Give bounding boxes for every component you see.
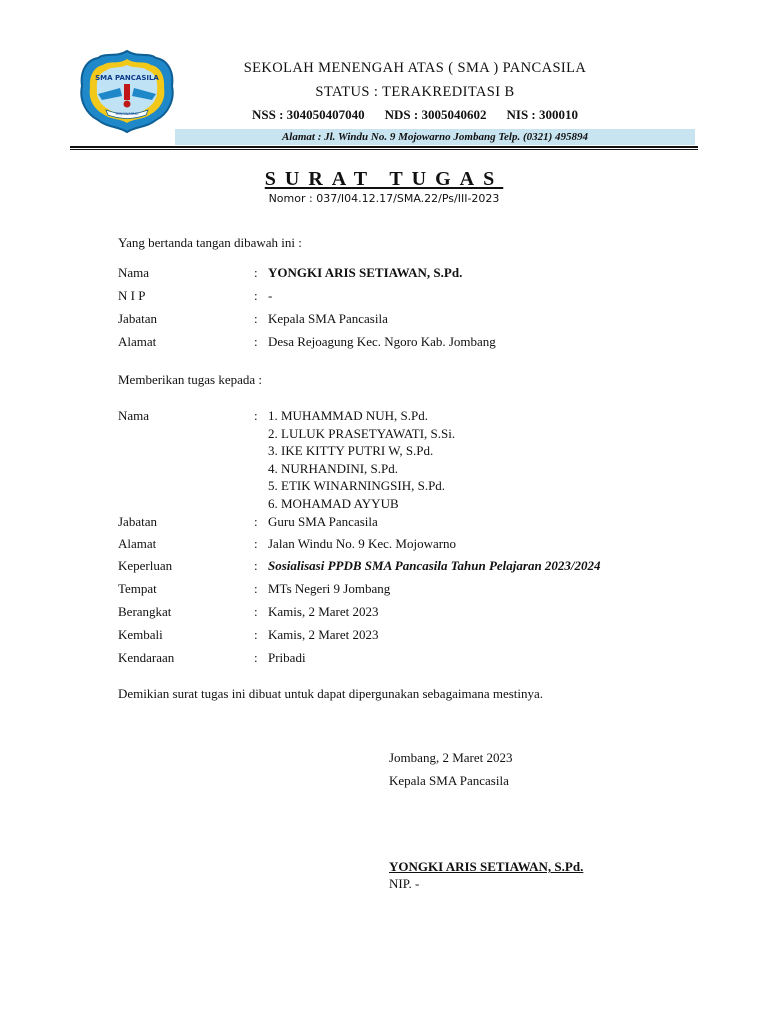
detail-value-jabatan: Guru SMA Pancasila: [268, 514, 378, 529]
detail-label-berangkat: Berangkat: [118, 604, 172, 619]
nis-code: NIS : 300010: [506, 107, 579, 122]
detail-value-tempat: MTs Negeri 9 Jombang: [268, 581, 391, 596]
colon: :: [254, 288, 258, 303]
assignee-names-label: Nama: [118, 408, 150, 423]
letter-title: SURAT TUGAS: [264, 168, 504, 190]
colon: :: [254, 265, 258, 280]
accreditation-status: STATUS : TERAKREDITASI B: [315, 84, 515, 100]
colon: :: [254, 311, 258, 326]
detail-value-kendaraan: Pribadi: [268, 650, 306, 665]
signature-position: Kepala SMA Pancasila: [389, 773, 509, 788]
colon: :: [254, 536, 258, 551]
closing-text: Demikian surat tugas ini dibuat untuk dapat dipergunakan sebagaimana mestinya.: [118, 686, 544, 701]
detail-value-alamat: Jalan Windu No. 9 Kec. Mojowarno: [268, 536, 457, 551]
signer-position-label: Jabatan: [118, 311, 157, 326]
signer-address-value: Desa Rejoagung Kec. Ngoro Kab. Jombang: [268, 334, 496, 349]
school-logo: [76, 48, 178, 134]
detail-label-kendaraan: Kendaraan: [118, 650, 175, 665]
signer-position-value: Kepala SMA Pancasila: [268, 311, 388, 326]
signature-nip: NIP. -: [389, 876, 420, 891]
assignee-name: 3. IKE KITTY PUTRI W, S.Pd.: [268, 443, 434, 458]
colon: :: [254, 408, 258, 423]
detail-label-tempat: Tempat: [118, 581, 157, 596]
intro-text: Yang bertanda tangan dibawah ini :: [118, 235, 302, 250]
address-band: Alamat : Jl. Windu No. 9 Mojowarno Jombang Telp. (0321) 495894: [175, 129, 695, 145]
colon: :: [254, 650, 258, 665]
signer-address-label: Alamat: [118, 334, 157, 349]
signature-place-date: Jombang, 2 Maret 2023: [389, 750, 513, 765]
detail-label-jabatan: Jabatan: [118, 514, 157, 529]
school-codes: [180, 107, 650, 123]
detail-value-kembali: Kamis, 2 Maret 2023: [268, 627, 379, 642]
signature-name: YONGKI ARIS SETIAWAN, S.Pd.: [389, 859, 584, 874]
colon: :: [254, 604, 258, 619]
detail-value-keperluan: Sosialisasi PPDB SMA Pancasila Tahun Pelajaran 2023/2024: [268, 558, 601, 573]
signer-name-label: Nama: [118, 265, 150, 280]
logo-ribbon-text: MOJOWARNO: [115, 112, 139, 116]
school-name: SEKOLAH MENENGAH ATAS ( SMA ) PANCASILA: [243, 60, 587, 76]
logo-text: SMA PANCASILA: [95, 74, 159, 82]
detail-label-kembali: Kembali: [118, 627, 163, 642]
colon: :: [254, 627, 258, 642]
colon: :: [254, 581, 258, 596]
nds-code: NDS : 3005040602: [384, 107, 487, 122]
colon: :: [254, 334, 258, 349]
colon: :: [254, 514, 258, 529]
assignee-name: 2. LULUK PRASETYAWATI, S.Si.: [268, 426, 456, 441]
nss-code: NSS : 304050407040: [251, 107, 365, 122]
signer-nip-value: -: [268, 288, 273, 303]
detail-label-keperluan: Keperluan: [118, 558, 173, 573]
assignee-name: 1. MUHAMMAD NUH, S.Pd.: [268, 408, 428, 423]
letter-number: Nomor : 037/I04.12.17/SMA.22/Ps/III-2023: [268, 192, 500, 205]
header-rule-thick: [70, 146, 698, 148]
signer-name-value: YONGKI ARIS SETIAWAN, S.Pd.: [268, 265, 463, 280]
assignee-name: 5. ETIK WINARNINGSIH, S.Pd.: [268, 478, 446, 493]
assignee-name: 4. NURHANDINI, S.Pd.: [268, 461, 399, 476]
detail-value-berangkat: Kamis, 2 Maret 2023: [268, 604, 379, 619]
assignment-intro: Memberikan tugas kepada :: [118, 372, 263, 387]
detail-label-alamat: Alamat: [118, 536, 157, 551]
signer-nip-label: N I P: [118, 288, 146, 303]
header-rule-thin: [70, 149, 698, 150]
assignee-name: 6. MOHAMAD AYYUB: [268, 496, 399, 511]
colon: :: [254, 558, 258, 573]
